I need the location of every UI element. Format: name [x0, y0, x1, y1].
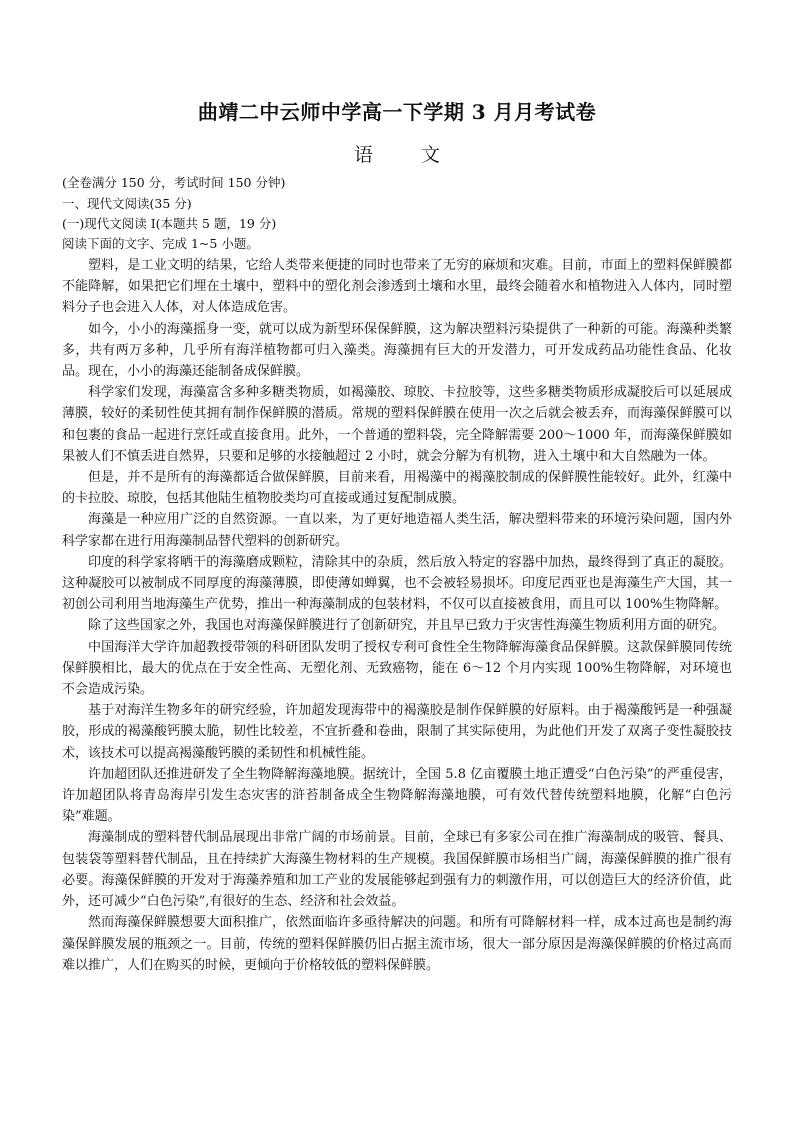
paragraph: 科学家们发现，海藻富含多种多糖类物质，如褐藻胶、琼胶、卡拉胶等，这些多糖类物质形成凝胶后可以延展成薄膜，较好的柔韧性使其拥有制作保鲜膜的潜质。常规的塑料保鲜膜在使用一次之后就会被丢弃，而海藻保鲜膜可以和包裹的食品一起进行烹饪或直接食用。此外，一个普通的塑料袋，完全降解需要 200～1000 年，而海藻保鲜膜如果被人们不慎丢进自然界，只要和足够的水接触超过 2 小时，就会分解为有机物，进入土壤中和大自然融为一体。 — [62, 385, 732, 464]
subsection-heading: (一)现代文阅读 I(本题共 5 题，19 分) — [62, 216, 277, 231]
exam-info: (全卷满分 150 分，考试时间 150 分钟) — [62, 175, 286, 190]
paragraph: 除了这些国家之外，我国也对海藻保鲜膜进行了创新研究，并且早已致力于灾害性海藻生物质利用方面的研究。 — [88, 618, 726, 634]
subject-char-1: 语 — [353, 144, 373, 166]
paragraph: 印度的科学家将晒干的海藻磨成颗粒，清除其中的杂质，然后放入特定的容器中加热，最终得到了真正的凝胶。这种凝胶可以被制成不同厚度的海藻薄膜，即使薄如蝉翼，也不会被轻易损坏。印度尼西亚也是海藻生产大国，其一初创公司利用当地海藻生产优势，推出一种海藻制成的包装材料，不仅可以直接被食用，而且可以 100%生物降解。 — [62, 554, 732, 613]
subject-heading — [62, 140, 732, 167]
page-title: 曲靖二中云师中学高一下学期 3 月月考试卷 — [197, 100, 597, 124]
paragraph: 海藻是一种应用广泛的自然资源。一直以来，为了更好地造福人类生活，解决塑料带来的环境污染问题，国内外科学家都在进行用海藻制品替代塑料的创新研究。 — [62, 512, 732, 549]
article-body — [62, 255, 732, 976]
subject-char-2: 文 — [421, 144, 441, 166]
reading-instruction: 阅读下面的文字、完成 1~5 小题。 — [62, 236, 259, 251]
paragraph: 然而海藻保鲜膜想要大面积推广，依然面临许多亟待解决的问题。和所有可降解材料一样，成本过高也是制约海藻保鲜膜发展的瓶颈之一。目前，传统的塑料保鲜膜仍旧占据主流市场，很大一部分原因是海藻保鲜膜的价格过高而难以推广，人们在购买的时候，更倾向于价格较低的塑料保鲜膜。 — [62, 915, 732, 973]
section-heading: 一、现代文阅读(35 分) — [62, 196, 192, 211]
paragraph: 塑料，是工业文明的结果，它给人类带来便捷的同时也带来了无穷的麻烦和灾难。目前，市面上的塑料保鲜膜都不能降解，如果把它们埋在土壤中，塑料中的塑化剂会渗透到土壤和水里，最终会随着水和植物进入人体内，同时塑料分子也会进入人体，对人体造成危害。 — [62, 258, 732, 316]
paragraph: 如今，小小的海藻摇身一变，就可以成为新型环保保鲜膜，这为解决塑料污染提供了一种新的可能。海藻种类繁多，共有两万多种，几乎所有海洋植物都可归入藻类。海藻拥有巨大的开发潜力，可开发成药品功能性食品、化妆品。现在，小小的海藻还能制备成保鲜膜。 — [62, 321, 732, 380]
paragraph: 但是，并不是所有的海藻都适合做保鲜膜，目前来看，用褐藻中的褐藻胶制成的保鲜膜性能较好。此外，红藻中的卡拉胶、琼胶，包括其他陆生植物胶类均可直接或通过复配制成膜。 — [62, 470, 732, 507]
paragraph: 中国海洋大学许加超教授带领的科研团队发明了授权专利可食性全生物降解海藻食品保鲜膜。这款保鲜膜同传统保鲜膜相比，最大的优点在于安全性高、无塑化剂、无致癌物，能在 6～12 个月内实现 100%生物降解，对环境也不会造成污染。 — [62, 639, 732, 698]
paragraph: 基于对海洋生物多年的研究经验，许加超发现海带中的褐藻胶是制作保鲜膜的好原料。由于褐藻酸钙是一种强凝胶，形成的褐藻酸钙膜太脆，韧性比较差，不宜折叠和卷曲，限制了其实际使用，为此他们开发了双离子变性凝胶技术，该技术可以提高褐藻酸钙膜的柔韧性和机械性能。 — [62, 703, 732, 761]
paragraph: 海藻制成的塑料替代制品展现出非常广阔的市场前景。目前，全球已有多家公司在推广海藻制成的吸管、餐具、包装袋等塑料替代制品，且在持续扩大海藻生物材料的生产规模。我国保鲜膜市场相当广阔，海藻保鲜膜的推广很有必要。海藻保鲜膜的开发对于海藻养殖和加工产业的发展能够起到强有力的刺激作用，可以创造巨大的经济价值，此外，还可减少“白色污染”,有很好的生态、经济和社会效益。 — [62, 830, 732, 910]
paragraph: 许加超团队还推进研发了全生物降解海藻地膜。据统计，全国 5.8 亿亩覆膜土地正遭受“白色污染”的严重侵害，许加超团队将青岛海岸引发生态灾害的浒苔制备成全生物降解海藻地膜，可有效代替传统塑料地膜，化解“白色污染”难题。 — [62, 766, 732, 825]
